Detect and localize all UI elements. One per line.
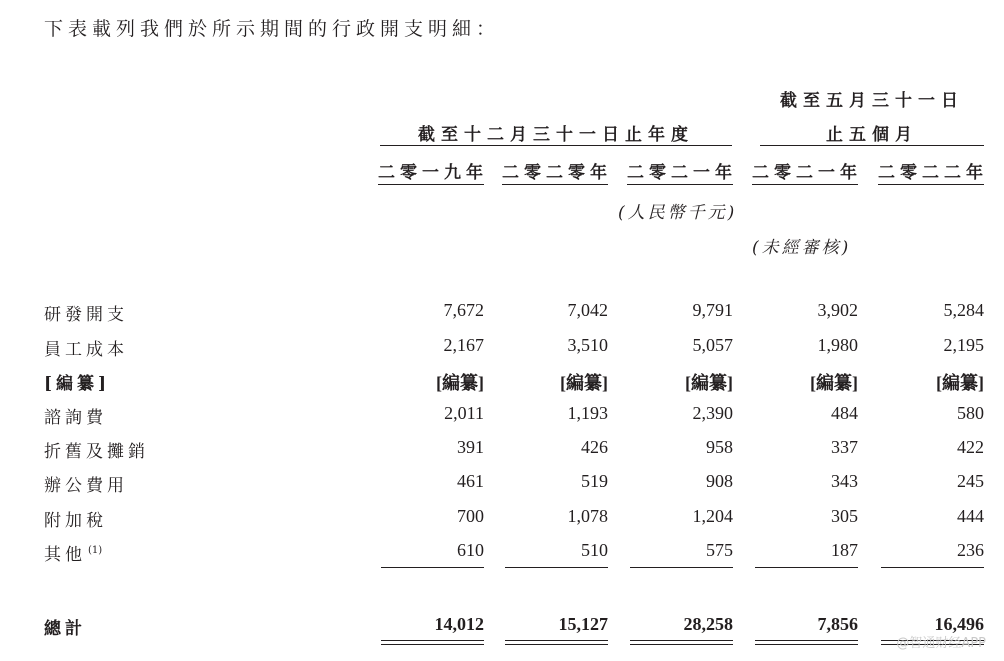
row-label-text: 諮詢費 (44, 408, 107, 428)
total-double-rule (755, 640, 858, 645)
row-label (44, 471, 128, 496)
table-cell: 575 (706, 540, 733, 560)
table-cell: 7,042 (567, 300, 608, 320)
row-label (44, 437, 149, 462)
row-label (44, 369, 110, 394)
total-cell: 14,012 (434, 614, 484, 634)
table-cell: [編纂] (560, 373, 608, 393)
table-cell: 426 (581, 437, 608, 457)
column-header-rule (878, 184, 984, 185)
total-cell: 16,496 (934, 614, 984, 634)
row-label-text: [編纂] (44, 374, 111, 394)
row-label-text: 折舊及攤銷 (44, 442, 149, 462)
table-cell: 2,167 (443, 335, 484, 355)
table-cell: 908 (706, 471, 733, 491)
table-cell: 1,980 (817, 335, 858, 355)
table-cell: 422 (957, 437, 984, 457)
table-cell: 2,195 (943, 335, 984, 355)
subtotal-rule (881, 567, 984, 568)
row-label-text: 研發開支 (44, 305, 128, 325)
total-double-rule (505, 640, 608, 645)
table-cell: 519 (581, 471, 608, 491)
table-cell: 610 (457, 540, 484, 560)
column-header: 二零二一年 (627, 163, 737, 183)
subtotal-rule (755, 567, 858, 568)
row-label-text: 辦公費用 (44, 476, 128, 496)
table-cell: 7,672 (443, 300, 484, 320)
row-label (44, 300, 128, 325)
row-label (44, 540, 102, 565)
table-cell: [編纂] (936, 373, 984, 393)
table-cell: [編纂] (810, 373, 858, 393)
column-header: 二零二二年 (878, 163, 988, 183)
table-cell: [編纂] (436, 373, 484, 393)
table-cell: 1,193 (567, 403, 608, 423)
table-cell: 484 (831, 403, 858, 423)
row-label-text: 附加稅 (44, 511, 107, 531)
column-header-rule (627, 184, 733, 185)
total-cell: 7,856 (817, 614, 858, 634)
column-header: 二零二一年 (752, 163, 862, 183)
unit-label: (人民幣千元) (618, 203, 738, 223)
row-label (44, 335, 128, 360)
table-cell: 187 (831, 540, 858, 560)
column-header-rule (502, 184, 608, 185)
table-cell: 391 (457, 437, 484, 457)
row-label-text: 其他 (44, 545, 86, 565)
table-cell: 700 (457, 506, 484, 526)
year-group-header: 截至十二月三十一日止年度 (418, 125, 694, 145)
total-double-rule (630, 640, 733, 645)
table-cell: 958 (706, 437, 733, 457)
row-label (44, 403, 107, 428)
table-cell: 5,284 (943, 300, 984, 320)
total-cell: 15,127 (558, 614, 608, 634)
subtotal-rule (505, 567, 608, 568)
table-cell: 2,011 (444, 403, 484, 423)
table-cell: 236 (957, 540, 984, 560)
column-header-rule (378, 184, 484, 185)
table-cell: 305 (831, 506, 858, 526)
watermark: @智通财经APP (896, 636, 986, 651)
total-cell: 28,258 (683, 614, 733, 634)
total-double-rule (381, 640, 484, 645)
row-label-text: 員工成本 (44, 340, 128, 360)
table-cell: 3,902 (817, 300, 858, 320)
column-header: 二零一九年 (378, 163, 488, 183)
table-cell: 510 (581, 540, 608, 560)
subtotal-rule (630, 567, 733, 568)
table-cell: 580 (957, 403, 984, 423)
table-cell: 1,204 (692, 506, 733, 526)
footnote-marker: (1) (88, 545, 103, 557)
table-cell: 9,791 (692, 300, 733, 320)
intro-text: 下表載列我們於所示期間的行政開支明細： (44, 18, 501, 40)
table-cell: 461 (457, 471, 484, 491)
table-cell: 444 (957, 506, 984, 526)
year-group-rule (380, 145, 732, 146)
table-cell: 1,078 (567, 506, 608, 526)
table-cell: 2,390 (692, 403, 733, 423)
period-group-rule (760, 145, 984, 146)
table-cell: 5,057 (692, 335, 733, 355)
total-label: 總計 (44, 619, 86, 639)
column-header-rule (752, 184, 858, 185)
table-cell: 3,510 (567, 335, 608, 355)
period-group-header-line1: 截至五月三十一日 (780, 91, 964, 111)
row-label (44, 506, 107, 531)
table-cell: 343 (831, 471, 858, 491)
table-cell: [編纂] (685, 373, 733, 393)
subtotal-rule (381, 567, 484, 568)
unaudited-label: (未經審核) (752, 238, 852, 258)
column-header: 二零二零年 (502, 163, 612, 183)
table-cell: 337 (831, 437, 858, 457)
period-group-header-line2: 止五個月 (826, 125, 918, 145)
table-cell: 245 (957, 471, 984, 491)
